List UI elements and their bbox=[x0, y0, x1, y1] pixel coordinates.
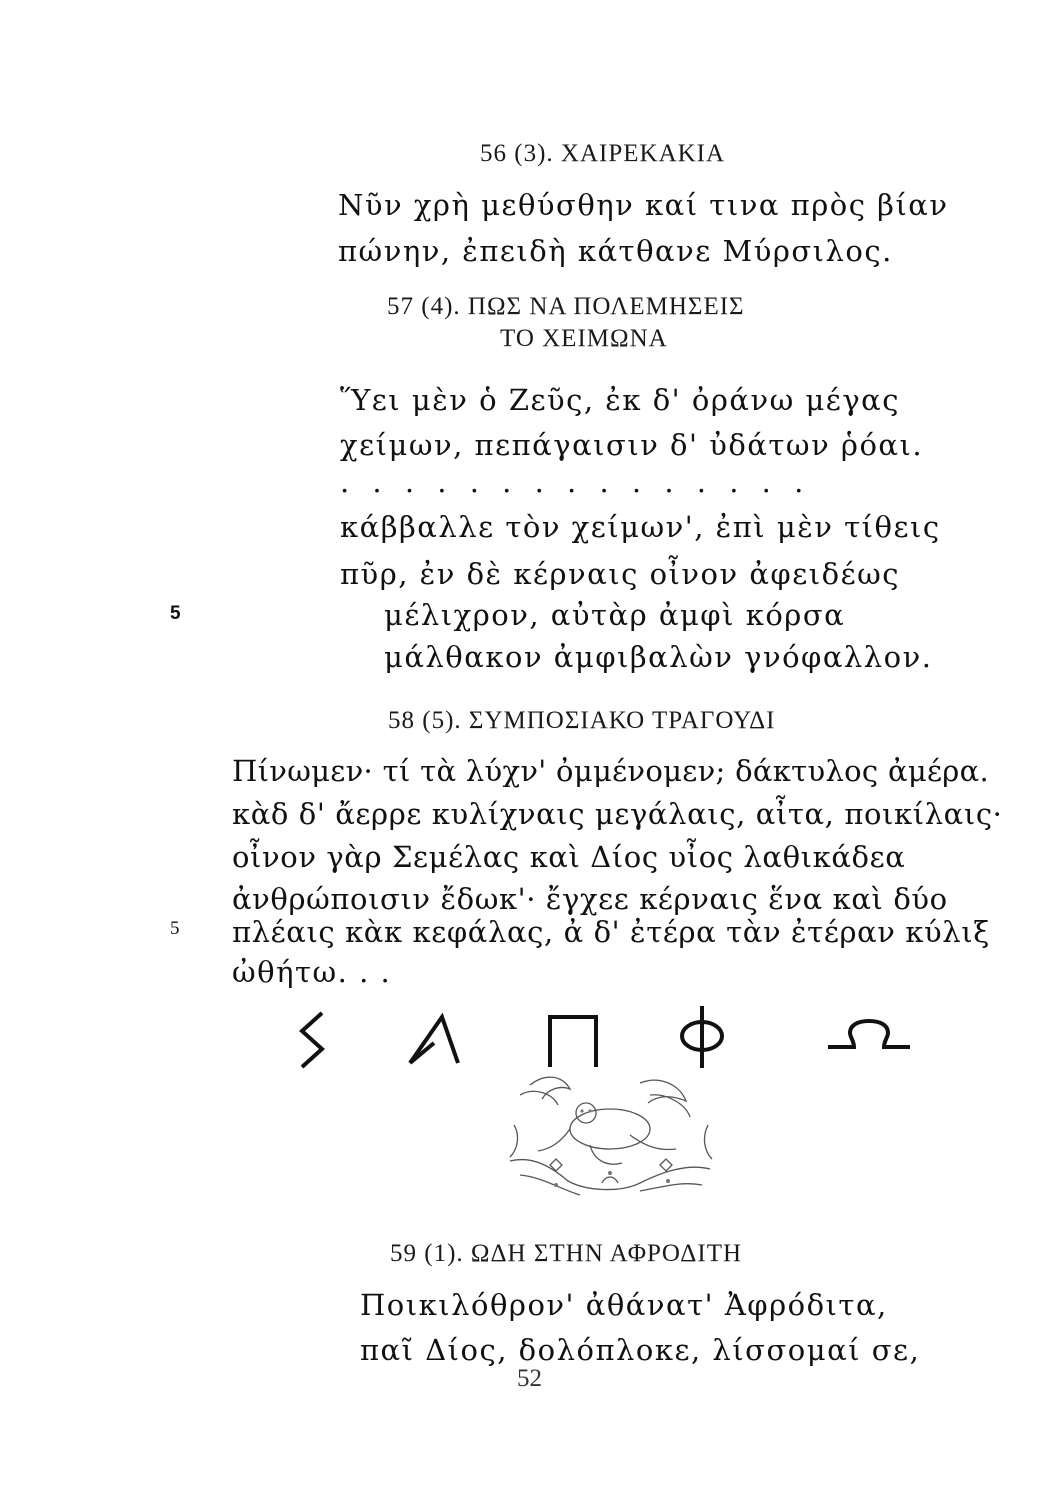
poem-heading: 59 (1). ΩΔΗ ΣΤΗΝ ΑΦΡΟΔΙΤΗ bbox=[390, 1240, 743, 1267]
verse-line: πλέαις κὰκ κεφάλας, ἀ δ' ἐτέρα τὰν ἐτέραν κύλιξ bbox=[232, 915, 990, 949]
line-number-marker: 5 bbox=[170, 603, 181, 624]
poem-heading-continued: ΤΟ ΧΕΙΜΩΝΑ bbox=[500, 325, 668, 352]
verse-line: οἶνον γὰρ Σεμέλας καὶ Δίος υἶος λαθικάδεα bbox=[232, 840, 906, 874]
verse-ellipsis: . . . . . . . . . . . . . . . bbox=[340, 465, 811, 499]
sigma-icon bbox=[284, 1005, 344, 1075]
line-number-marker: 5 bbox=[170, 918, 180, 939]
omega-icon bbox=[824, 1005, 914, 1075]
phi-icon bbox=[672, 1002, 732, 1072]
poem-heading: 58 (5). ΣΥΜΠΟΣΙΑΚΟ ΤΡΑΓΟΥΔΙ bbox=[388, 707, 776, 734]
verse-line: πῦρ, ἐν δὲ κέρναις οἶνον ἀφειδέως bbox=[340, 557, 900, 591]
poem-heading: 57 (4). ΠΩΣ ΝΑ ΠΟΛΕΜΗΣΕΙΣ bbox=[387, 293, 745, 320]
verse-line: ἀνθρώποισιν ἔδωκ'· ἔγχεε κέρναις ἕνα καὶ δύο bbox=[232, 882, 948, 916]
verse-line: κάββαλλε τὸν χείμων', ἐπὶ μὲν τίθεις bbox=[340, 510, 941, 544]
verse-line: μέλιχρον, αὐτὰρ ἀμφὶ κόρσα bbox=[384, 598, 846, 632]
verse-line: Νῦν χρὴ μεθύσθην καί τινα πρὸς βίαν bbox=[338, 188, 949, 222]
verse-line: Πίνωμεν· τί τὰ λύχν' ὀμμένομεν; δάκτυλος ἀμέρα. bbox=[232, 754, 990, 788]
alpha-icon bbox=[402, 1005, 462, 1075]
page-number: 52 bbox=[517, 1365, 542, 1392]
verse-line: πώνην, ἐπειδὴ κάτθανε Μύρσιλος. bbox=[338, 234, 893, 268]
verse-line: χείμων, πεπάγαισιν δ' ὐδάτων ῥόαι. bbox=[340, 428, 924, 462]
verse-line: Ποικιλόθρον' ἀθάνατ' Ἀφρόδιτα, bbox=[360, 1288, 888, 1322]
verse-line: κὰδ δ' ἄερρε κυλίχναις μεγάλαις, αἶτα, ποικίλαις· bbox=[232, 797, 1003, 831]
cherub-vignette-image bbox=[490, 1065, 730, 1205]
verse-line: Ὕει μὲν ὁ Ζεῦς, ἐκ δ' ὀράνω μέγας bbox=[340, 383, 900, 417]
poem-heading: 56 (3). ΧΑΙΡΕΚΑΚΙΑ bbox=[480, 140, 726, 167]
verse-line: μάλθακον ἀμφιβαλὼν γνόφαλλον. bbox=[384, 640, 933, 674]
verse-line: ὠθήτω. . . bbox=[232, 955, 392, 989]
verse-line: παῖ Δίος, δολόπλοκε, λίσσομαί σε, bbox=[360, 1333, 921, 1367]
